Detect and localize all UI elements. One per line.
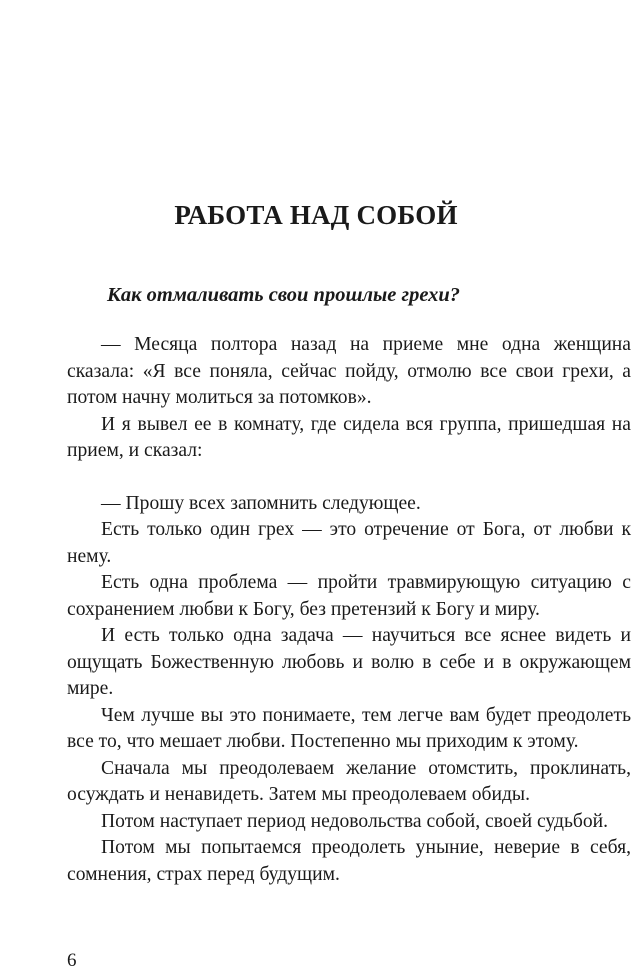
paragraph: Потом мы попытаемся преодолеть уныние, неверие в себя, сомнения, страх перед будущим. <box>67 837 631 885</box>
section-heading: Как отмаливать свои прошлые грехи? <box>107 284 461 306</box>
paragraph: — Прошу всех запомнить следующее. <box>101 492 421 514</box>
chapter-title: РАБОТА НАД СОБОЙ <box>174 200 458 230</box>
paragraph: — Месяца полтора назад на приеме мне одна женщина сказала: «Я все поняла, сейчас пойду, отмолю все свои грехи, а потом начну молиться за потомков». <box>67 334 631 408</box>
paragraph: Есть одна проблема — пройти травмирующую ситуацию с сохранением любви к Богу, без претензий к Богу и миру. <box>67 572 631 620</box>
paragraph: И есть только одна задача — научиться все яснее видеть и ощущать Божественную любовь и волю в себе и в окружающем мире. <box>67 625 631 699</box>
paragraph: И я вывел ее в комнату, где сидела вся группа, пришедшая на прием, и сказал: <box>67 413 631 461</box>
paragraph: Потом наступает период недовольства собой, своей судьбой. <box>101 810 609 832</box>
paragraph: Есть только один грех — это отречение от Бога, от любви к нему. <box>67 519 631 567</box>
paragraph: Чем лучше вы это понимаете, тем легче вам будет преодолеть все то, что мешает любви. Постепенно мы приходим к этому. <box>67 704 631 752</box>
page-number: 6 <box>67 950 77 971</box>
body-text <box>67 332 631 888</box>
paragraph: Сначала мы преодолеваем желание отомстить, проклинать, осуждать и ненавидеть. Затем мы преодолеваем обиды. <box>67 757 631 805</box>
